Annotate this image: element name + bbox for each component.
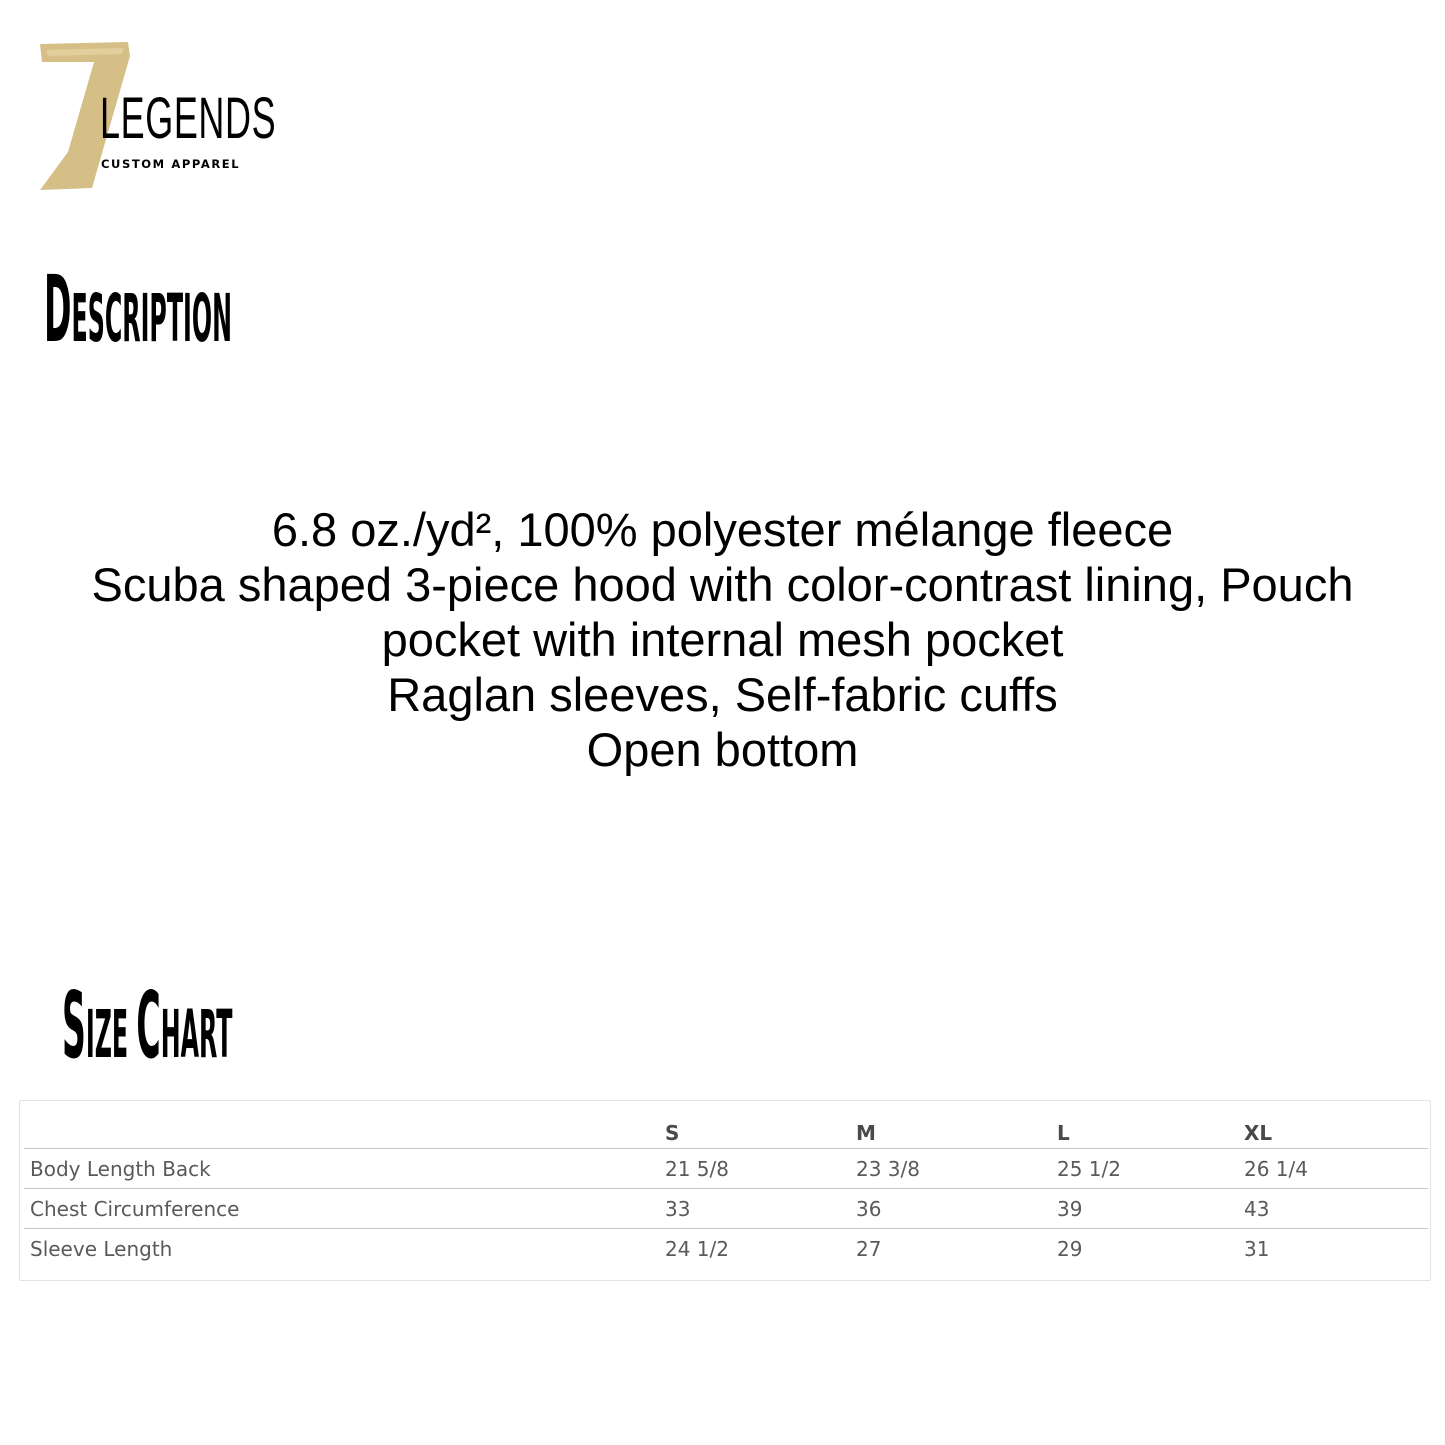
table-cell: 23 3/8 xyxy=(856,1149,1057,1189)
row-label: Sleeve Length xyxy=(30,1236,173,1261)
table-cell: 29 xyxy=(1057,1236,1083,1261)
table-header-row xyxy=(24,1107,1428,1149)
column-header xyxy=(24,1107,665,1149)
column-header-xl: XL xyxy=(1244,1107,1428,1149)
heading-initial: C xyxy=(136,972,161,1079)
table-cell: 43 xyxy=(1244,1189,1428,1229)
product-description xyxy=(20,502,1425,777)
table-cell: 24 1/2 xyxy=(665,1236,729,1261)
heading-rest: IZE xyxy=(85,996,137,1073)
logo-subtitle: CUSTOM APPAREL xyxy=(101,157,241,171)
column-header-s: S xyxy=(665,1107,856,1149)
table-row xyxy=(24,1229,1428,1269)
row-label: Body Length Back xyxy=(24,1149,665,1189)
table-cell: 31 xyxy=(1244,1236,1270,1261)
heading-initial: D xyxy=(44,256,72,363)
column-header-l: L xyxy=(1057,1107,1244,1149)
description-heading xyxy=(44,256,232,363)
column-header-m: M xyxy=(856,1107,1057,1149)
description-line: Open bottom xyxy=(586,723,859,776)
description-line: Scuba shaped 3-piece hood with color-contrast lining, Pouch pocket with internal mesh pocket xyxy=(91,558,1354,666)
heading-rest: ESCRIPTION xyxy=(71,280,232,357)
description-line: Raglan sleeves, Self-fabric cuffs xyxy=(387,668,1058,721)
table-row xyxy=(24,1189,1428,1229)
table-cell: 39 xyxy=(1057,1189,1244,1229)
logo-wordmark: LEGENDS xyxy=(100,86,277,151)
row-label: Chest Circumference xyxy=(24,1189,665,1229)
table-cell: 27 xyxy=(856,1236,882,1261)
size-chart-table xyxy=(24,1107,1428,1268)
table-cell: 21 5/8 xyxy=(665,1149,856,1189)
size-chart-heading xyxy=(62,972,233,1079)
table-cell: 25 1/2 xyxy=(1057,1149,1244,1189)
table-cell: 26 1/4 xyxy=(1244,1149,1428,1189)
heading-initial: S xyxy=(62,972,86,1079)
table-row xyxy=(24,1149,1428,1189)
table-cell: 36 xyxy=(856,1189,1057,1229)
table-cell: 33 xyxy=(665,1189,856,1229)
size-chart-table-container xyxy=(19,1100,1431,1281)
brand-logo xyxy=(38,40,277,192)
heading-rest: HART xyxy=(160,996,233,1073)
description-line: 6.8 oz./yd², 100% polyester mélange fleece xyxy=(271,503,1174,556)
